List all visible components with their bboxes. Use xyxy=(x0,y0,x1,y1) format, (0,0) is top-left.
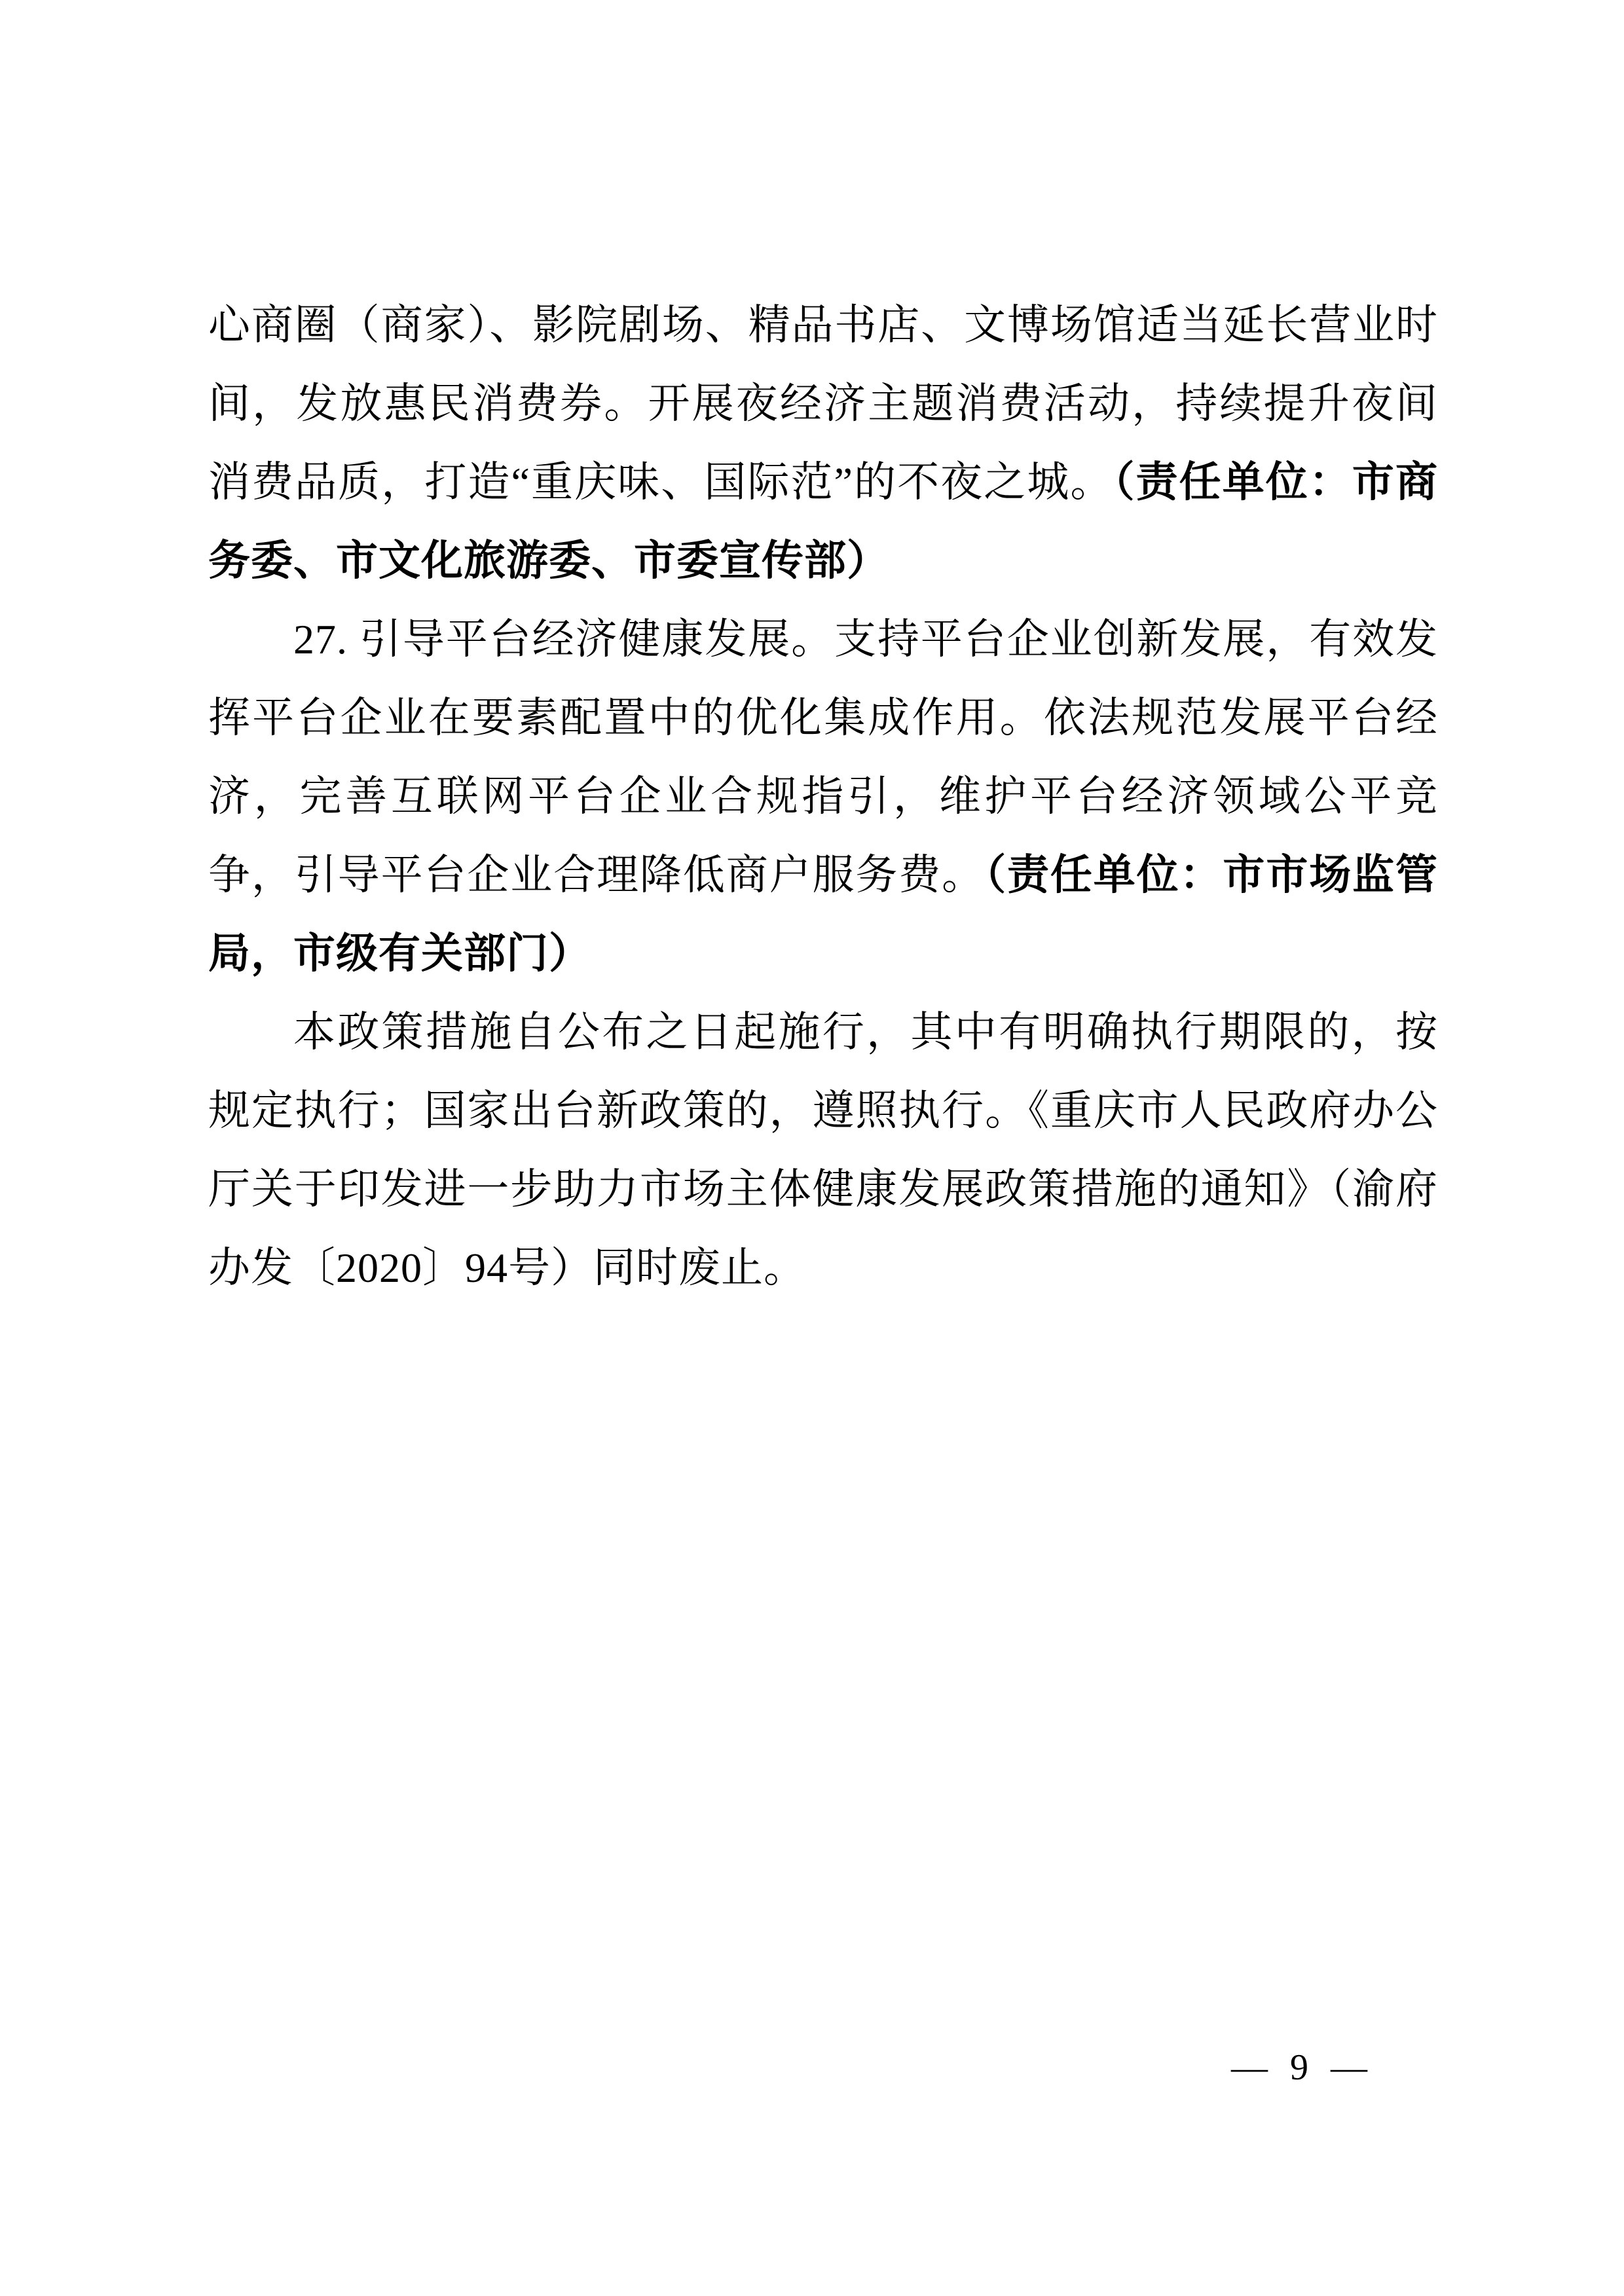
footer-left-dash: — xyxy=(1231,2047,1268,2088)
paragraph-item-27 xyxy=(208,600,1438,993)
page-footer xyxy=(1231,2047,1367,2088)
footer-right-dash: — xyxy=(1331,2047,1367,2088)
responsibility-unit-label: （责任单位：市商务委、市文化旅游委、市委宣传部） xyxy=(208,459,1439,584)
paragraph-closing xyxy=(208,993,1438,1307)
paragraph-continuation xyxy=(208,286,1438,600)
paragraph-text: 本政策措施自公布之日起施行，其中有明确执行期限的，按规定执行；国家出台新政策的，遵照执行。《重庆市人民政府办公厅关于印发进一步助力市场主体健康发展政策措施的通知》（渝府办发〔2020〕94号）同时废止。 xyxy=(208,1009,1438,1291)
paragraph-text: 27. 引导平台经济健康发展。支持平台企业创新发展，有效发挥平台企业在要素配置中的优化集成作用。依法规范发展平台经济，完善互联网平台企业合规指引，维护平台经济领域公平竞争，引导平台企业合理降低商户服务费。 xyxy=(208,616,1438,898)
responsibility-unit-label: （责任单位：市市场监管局，市级有关部门） xyxy=(208,852,1439,977)
page-number: 9 xyxy=(1290,2047,1308,2088)
document-body xyxy=(208,286,1438,1307)
paragraph-text: 心商圈（商家）、影院剧场、精品书店、文博场馆适当延长营业时间，发放惠民消费券。开展夜经济主题消费活动，持续提升夜间消费品质，打造“重庆味、国际范”的不夜之城。 xyxy=(208,302,1438,505)
